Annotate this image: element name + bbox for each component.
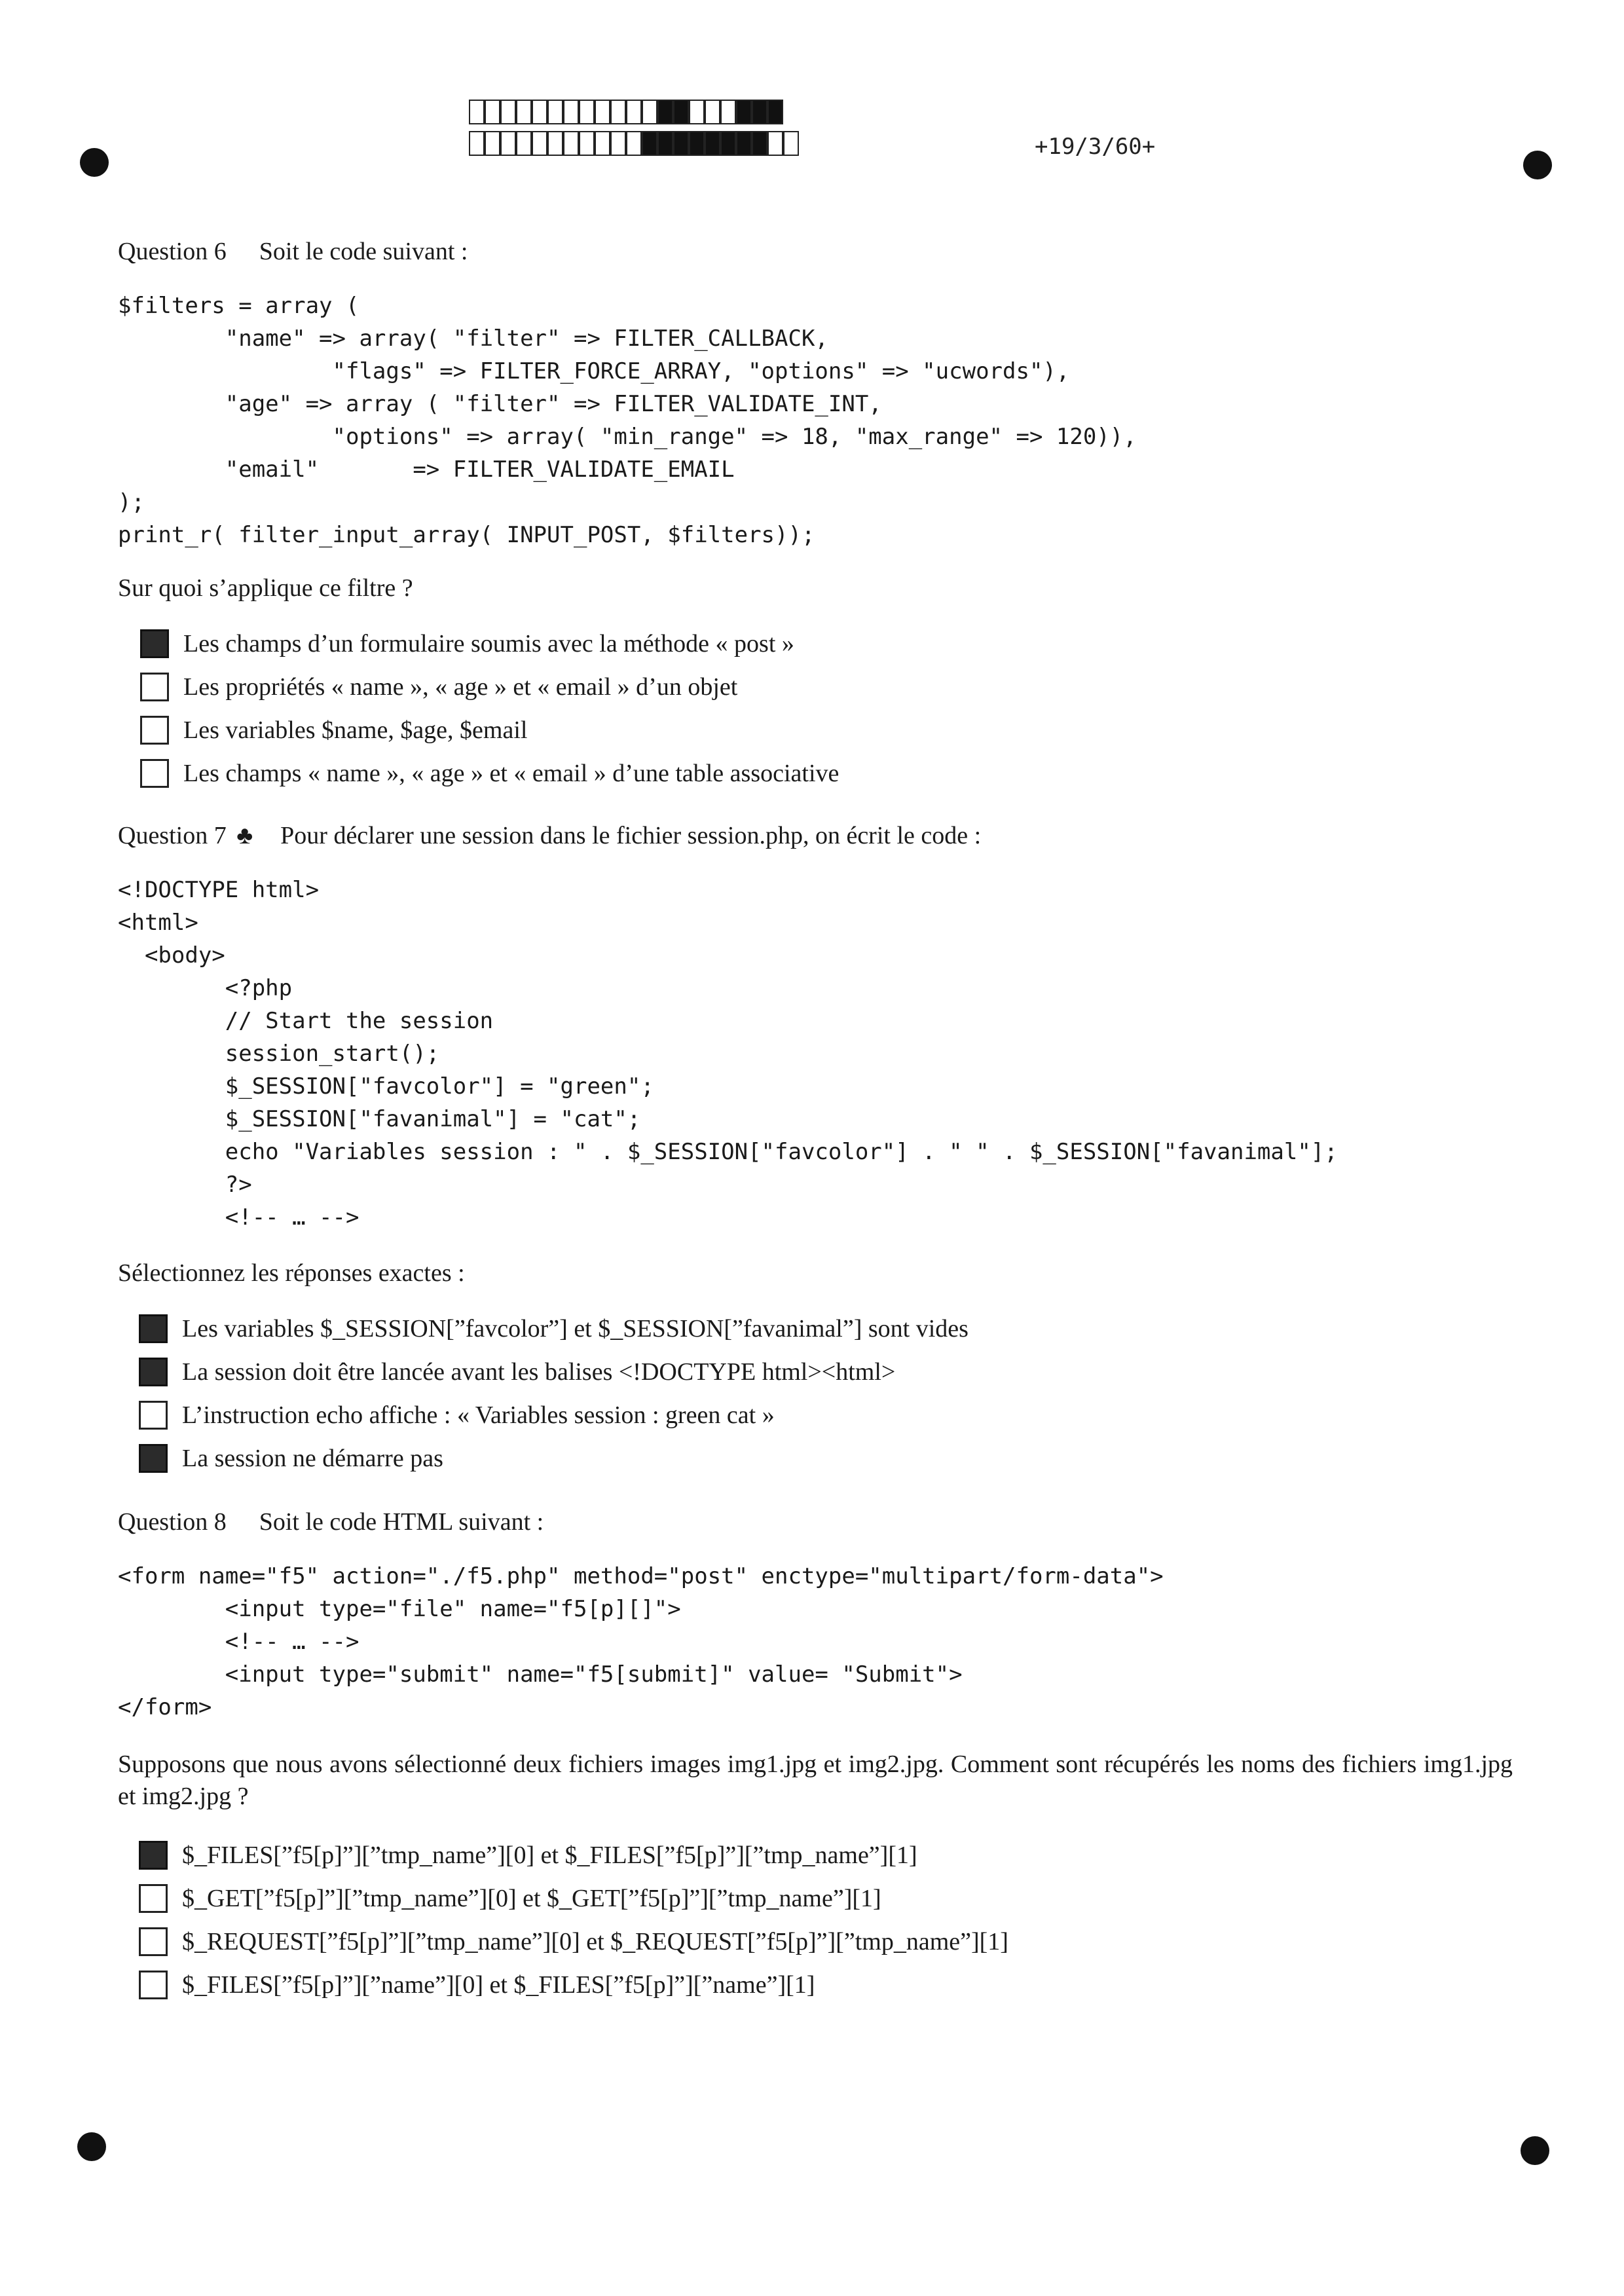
question-8-intro: Soit le code HTML suivant : (259, 1508, 544, 1536)
answer-option[interactable] (139, 1311, 969, 1346)
code-line: <input type="submit" name="f5[submit]" value= "Submit"> (118, 1661, 963, 1688)
code-box (642, 131, 657, 156)
answer-option-label: $_GET[”f5[p]”][”tmp_name”][0] et $_GET[”f5[p]”][”tmp_name”][1] (182, 1885, 881, 1912)
answer-option-label: $_REQUEST[”f5[p]”][”tmp_name”][0] et $_REQUEST[”f5[p]”][”tmp_name”][1] (182, 1928, 1008, 1955)
question-6-code-block (118, 289, 1137, 551)
checkbox-checked[interactable] (140, 629, 169, 658)
code-box (689, 100, 705, 124)
answer-option-label: Les variables $_SESSION[”favcolor”] et $_SESSION[”favanimal”] sont vides (182, 1315, 969, 1342)
club-icon: ♣ (236, 822, 253, 849)
question-6-title (118, 237, 468, 266)
code-box (469, 131, 485, 156)
code-box (752, 131, 767, 156)
answer-option[interactable] (139, 1441, 443, 1476)
code-line: <input type="file" name="f5[p][]"> (118, 1596, 681, 1622)
corner-dot-top-right (1523, 151, 1552, 179)
checkbox-unchecked[interactable] (140, 759, 169, 788)
answer-option-label: Les champs d’un formulaire soumis avec la méthode « post » (183, 630, 794, 657)
code-box (736, 131, 752, 156)
code-box (579, 131, 595, 156)
code-box (626, 131, 642, 156)
answer-option[interactable] (139, 1924, 1008, 1959)
code-line: "options" => array( "min_range" => 18, "max_range" => 120)), (118, 424, 1137, 450)
code-box (547, 131, 563, 156)
code-box (720, 100, 736, 124)
answer-option[interactable] (139, 1881, 881, 1916)
checkbox-checked[interactable] (139, 1358, 168, 1386)
code-line: "age" => array ( "filter" => FILTER_VALIDATE_INT, (118, 391, 882, 417)
code-line: ?> (118, 1172, 252, 1198)
code-box (579, 100, 595, 124)
answer-option[interactable] (139, 1398, 775, 1433)
code-box (642, 100, 657, 124)
question-6-label: Question 6 (118, 238, 227, 265)
answer-option[interactable] (139, 1838, 917, 1873)
code-line: // Start the session (118, 1008, 494, 1034)
checkbox-unchecked[interactable] (139, 1884, 168, 1913)
code-line: "name" => array( "filter" => FILTER_CALLBACK, (118, 325, 828, 352)
answer-option[interactable] (139, 1967, 815, 2003)
question-7-intro: Pour déclarer une session dans le fichier session.php, on écrit le code : (280, 822, 982, 849)
checkbox-unchecked[interactable] (139, 1971, 168, 1999)
student-code-boxes-row-1 (469, 100, 783, 127)
code-box (705, 131, 720, 156)
code-box (532, 131, 547, 156)
code-box (673, 100, 689, 124)
code-box (595, 100, 610, 124)
code-box (469, 100, 485, 124)
code-box (485, 100, 500, 124)
code-box (532, 100, 547, 124)
code-box (626, 100, 642, 124)
answer-option-label: $_FILES[”f5[p]”][”tmp_name”][0] et $_FILES[”f5[p]”][”tmp_name”][1] (182, 1842, 917, 1869)
question-8-title (118, 1508, 544, 1536)
checkbox-unchecked[interactable] (140, 673, 169, 701)
checkbox-unchecked[interactable] (139, 1927, 168, 1956)
code-line: <?php (118, 975, 293, 1001)
code-line: $_SESSION["favcolor"] = "green"; (118, 1073, 654, 1100)
question-6-prompt: Sur quoi s’applique ce filtre ? (118, 574, 413, 602)
code-box (783, 131, 799, 156)
code-line: "email" => FILTER_VALIDATE_EMAIL (118, 456, 735, 483)
code-line: <!-- … --> (118, 1629, 360, 1655)
question-7-title (118, 821, 981, 850)
checkbox-checked[interactable] (139, 1314, 168, 1343)
question-8-label: Question 8 (118, 1508, 227, 1536)
code-line: </form> (118, 1694, 212, 1720)
code-box (657, 100, 673, 124)
code-box (752, 100, 767, 124)
answer-option-label: Les champs « name », « age » et « email » d’une table associative (183, 760, 840, 787)
code-box (736, 100, 752, 124)
code-box (767, 100, 783, 124)
code-box (595, 131, 610, 156)
code-box (610, 100, 626, 124)
code-box (720, 131, 736, 156)
answer-option-label: $_FILES[”f5[p]”][”name”][0] et $_FILES[”f5[p]”][”name”][1] (182, 1971, 815, 1999)
code-line: ); (118, 489, 145, 515)
corner-dot-bottom-right (1521, 2136, 1549, 2165)
code-box (516, 131, 532, 156)
code-box (673, 131, 689, 156)
code-box (563, 131, 579, 156)
page-identifier: +19/3/60+ (1035, 134, 1156, 160)
answer-option-label: La session ne démarre pas (182, 1445, 443, 1472)
code-line: <html> (118, 910, 198, 936)
checkbox-checked[interactable] (139, 1444, 168, 1473)
answer-option[interactable] (140, 669, 737, 705)
code-line: <!-- … --> (118, 1204, 360, 1231)
answer-option-label: La session doit être lancée avant les balises <!DOCTYPE html><html> (182, 1358, 896, 1386)
code-line: $filters = array ( (118, 293, 360, 319)
code-box (500, 100, 516, 124)
code-line: <!DOCTYPE html> (118, 877, 320, 903)
code-box (657, 131, 673, 156)
code-box (485, 131, 500, 156)
question-7-code-block (118, 874, 1338, 1234)
code-line: <form name="f5" action="./f5.php" method="post" enctype="multipart/form-data"> (118, 1563, 1164, 1589)
answer-option-label: L’instruction echo affiche : « Variables session : green cat » (182, 1401, 775, 1429)
code-line: print_r( filter_input_array( INPUT_POST, $filters)); (118, 522, 815, 548)
answer-option[interactable] (140, 626, 794, 661)
code-box (689, 131, 705, 156)
checkbox-checked[interactable] (139, 1841, 168, 1870)
code-line: echo "Variables session : " . $_SESSION["favcolor"] . " " . $_SESSION["favanimal"]; (118, 1139, 1338, 1165)
answer-option[interactable] (139, 1354, 895, 1390)
checkbox-unchecked[interactable] (140, 716, 169, 745)
corner-dot-bottom-left (77, 2132, 106, 2161)
answer-option-label: Les propriétés « name », « age » et « email » d’un objet (183, 673, 738, 701)
code-box (705, 100, 720, 124)
answer-option[interactable] (140, 713, 527, 748)
code-line: "flags" => FILTER_FORCE_ARRAY, "options" => "ucwords"), (118, 358, 1070, 384)
question-6-intro: Soit le code suivant : (259, 238, 468, 265)
code-box (767, 131, 783, 156)
question-8-prompt: Supposons que nous avons sélectionné deux fichiers images img1.jpg et img2.jpg. Comment sont récupérés les noms des fichiers img1.jpg et img2.jpg ? (118, 1750, 1513, 1810)
code-box (563, 100, 579, 124)
code-box (500, 131, 516, 156)
answer-option-label: Les variables $name, $age, $email (183, 716, 528, 744)
question-8-code-block (118, 1560, 1164, 1724)
code-line: <body> (118, 942, 225, 969)
answer-option[interactable] (140, 756, 839, 791)
student-code-boxes-row-2 (469, 131, 799, 158)
corner-dot-top-left (80, 148, 109, 177)
code-box (547, 100, 563, 124)
code-box (610, 131, 626, 156)
question-7-prompt: Sélectionnez les réponses exactes : (118, 1259, 465, 1287)
code-box (516, 100, 532, 124)
checkbox-unchecked[interactable] (139, 1401, 168, 1430)
code-line: session_start(); (118, 1041, 440, 1067)
code-line: $_SESSION["favanimal"] = "cat"; (118, 1106, 641, 1132)
question-7-label: Question 7 (118, 822, 227, 849)
